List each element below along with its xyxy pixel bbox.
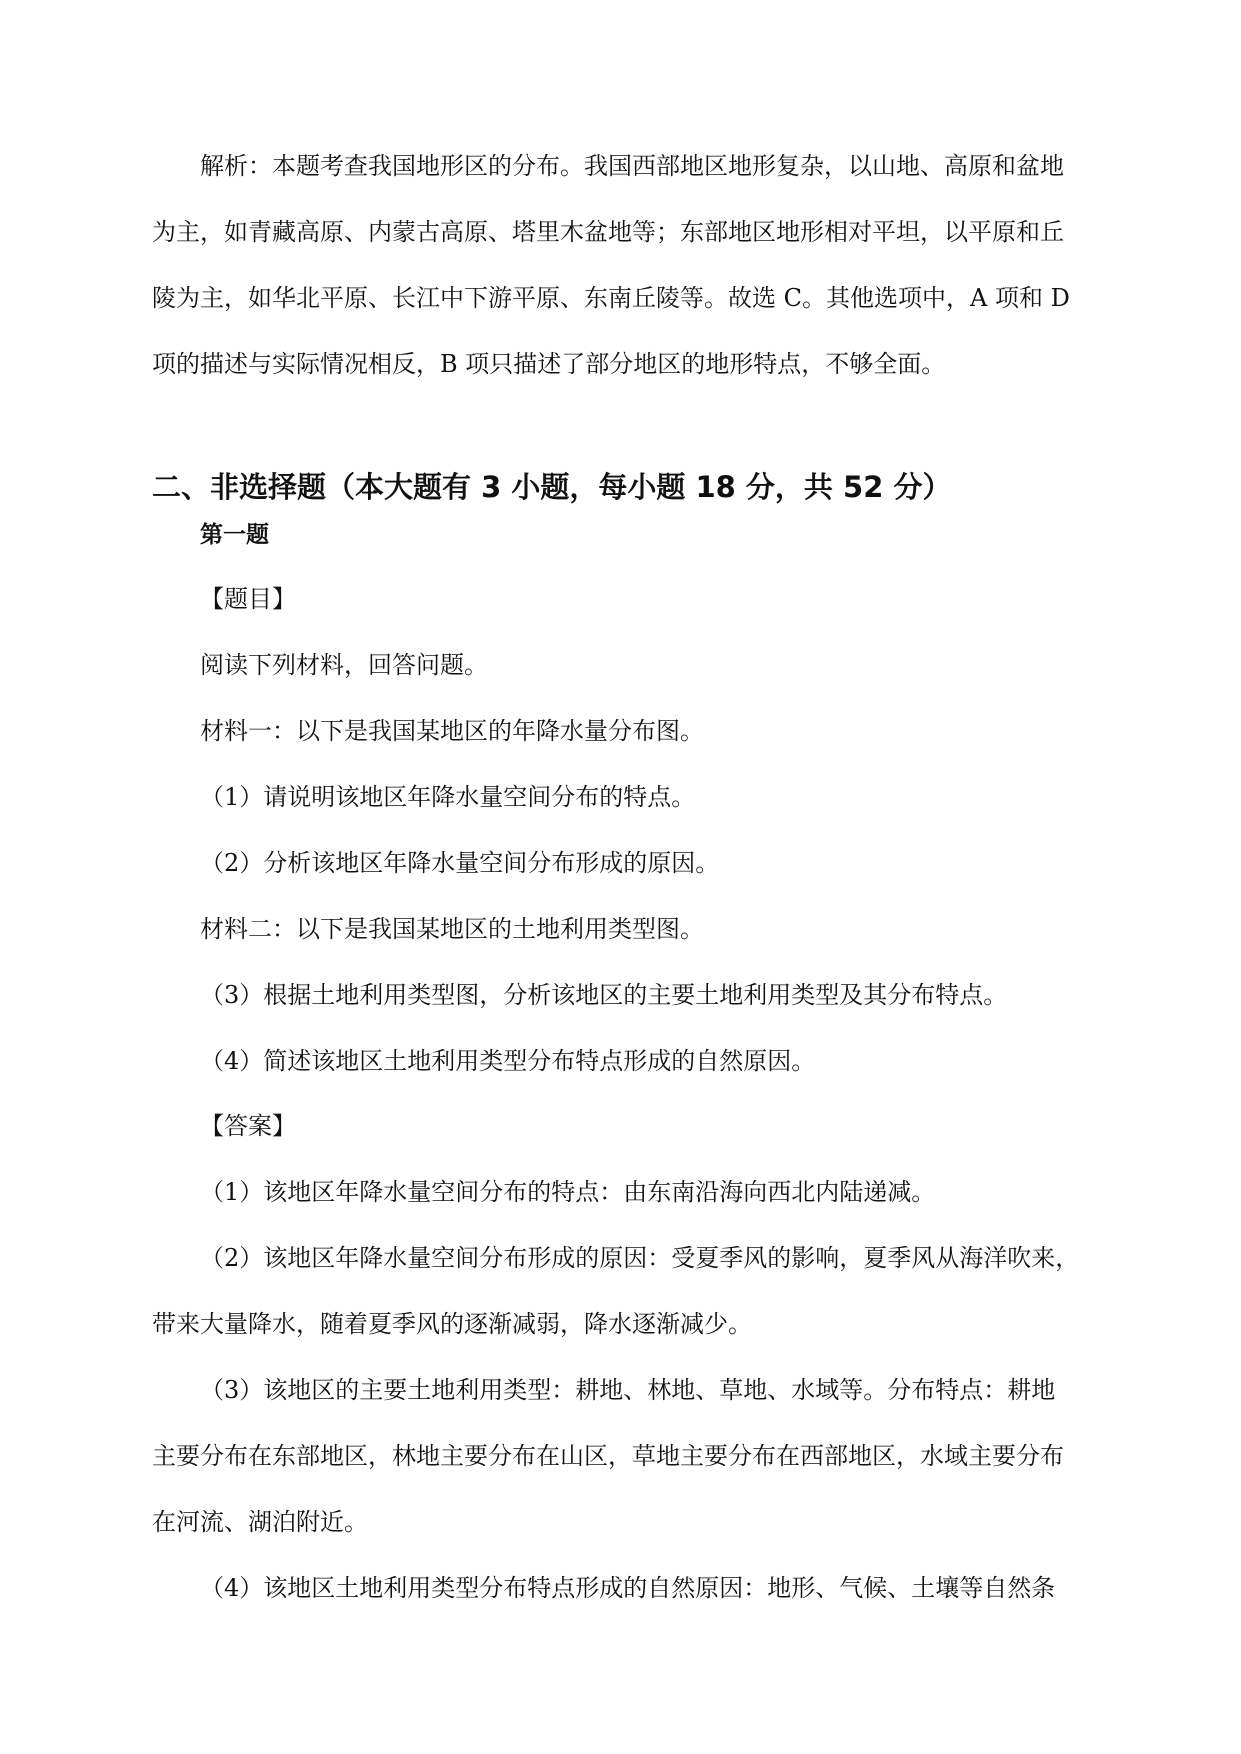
analysis-line: 陵为主，如华北平原、长江中下游平原、东南丘陵等。故选 C。其他选项中，A 项和 D xyxy=(152,284,1070,312)
analysis-line: 为主，如青藏高原、内蒙古高原、塔里木盆地等；东部地区地形相对平坦，以平原和丘 xyxy=(152,218,1064,246)
answer-label: 【答案】 xyxy=(200,1112,296,1140)
sub-question-4: （4）简述该地区土地利用类型分布特点形成的自然原因。 xyxy=(200,1047,816,1075)
answer-line: （3）该地区的主要土地利用类型：耕地、林地、草地、水域等。分布特点：耕地 xyxy=(200,1376,1056,1404)
topic-label: 【题目】 xyxy=(200,585,296,613)
material-two: 材料二：以下是我国某地区的土地利用类型图。 xyxy=(200,915,704,943)
sub-question-2: （2）分析该地区年降水量空间分布形成的原因。 xyxy=(200,849,720,877)
sub-question-3: （3）根据土地利用类型图，分析该地区的主要土地利用类型及其分布特点。 xyxy=(200,981,1008,1009)
analysis-line: 解析：本题考查我国地形区的分布。我国西部地区地形复杂，以山地、高原和盆地 xyxy=(200,152,1064,180)
section-title: 二、非选择题（本大题有 3 小题，每小题 18 分，共 52 分） xyxy=(152,470,952,504)
answer-line: （4）该地区土地利用类型分布特点形成的自然原因：地形、气候、土壤等自然条 xyxy=(200,1574,1056,1602)
answer-line: （2）该地区年降水量空间分布形成的原因：受夏季风的影响，夏季风从海洋吹来， xyxy=(200,1244,1080,1272)
question-intro: 阅读下列材料，回答问题。 xyxy=(200,651,488,679)
answer-line: 在河流、湖泊附近。 xyxy=(152,1508,368,1536)
answer-1: （1）该地区年降水量空间分布的特点：由东南沿海向西北内陆递减。 xyxy=(200,1178,936,1206)
answer-line: 主要分布在东部地区，林地主要分布在山区，草地主要分布在西部地区，水域主要分布 xyxy=(152,1442,1064,1470)
sub-question-1: （1）请说明该地区年降水量空间分布的特点。 xyxy=(200,783,696,811)
material-one: 材料一：以下是我国某地区的年降水量分布图。 xyxy=(200,717,704,745)
answer-line: 带来大量降水，随着夏季风的逐渐减弱，降水逐渐减少。 xyxy=(152,1310,752,1338)
question-heading: 第一题 xyxy=(200,522,269,548)
analysis-line: 项的描述与实际情况相反，B 项只描述了部分地区的地形特点，不够全面。 xyxy=(152,350,946,378)
